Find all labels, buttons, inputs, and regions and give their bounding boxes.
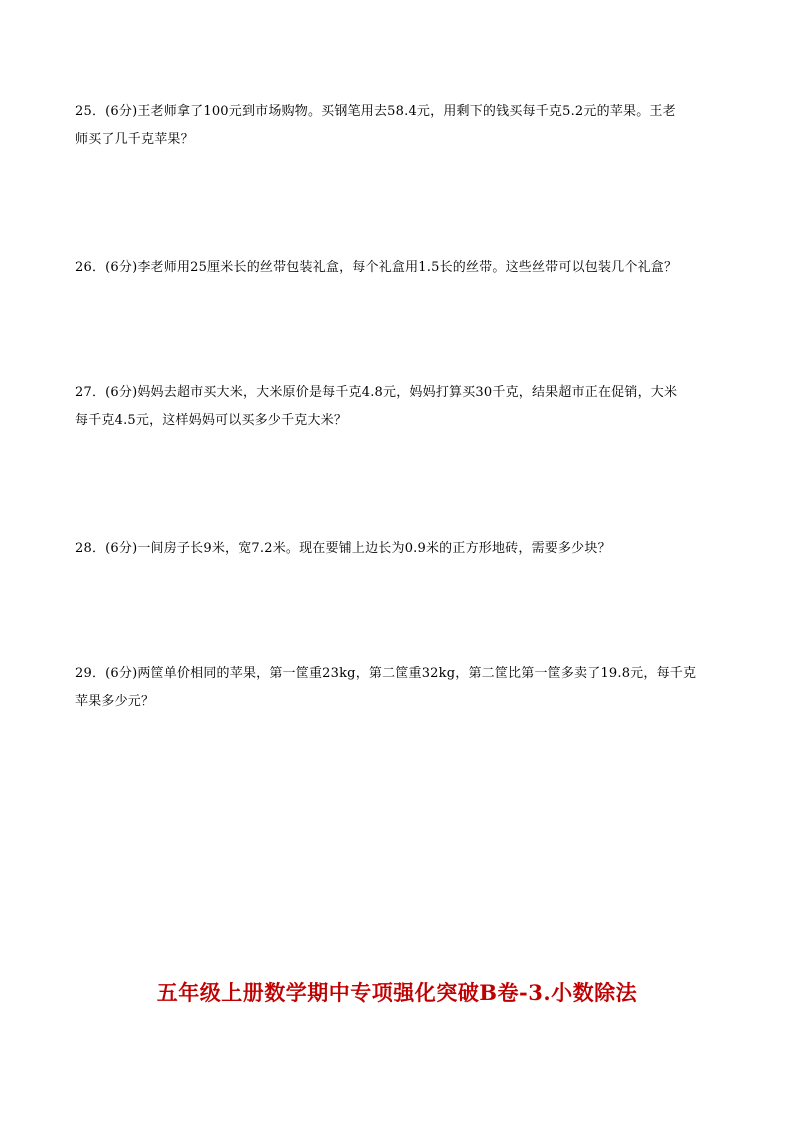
question-25-line-2: 师买了几千克苹果？ xyxy=(75,132,194,147)
question-27 xyxy=(75,379,735,435)
question-27-line-1: 27．(6分)妈妈去超市买大米，大米原价是每千克4.8元，妈妈打算买30千克，结果超市正在促销，大米 xyxy=(75,385,678,400)
question-29-line-1: 29．(6分)两筐单价相同的苹果，第一筐重23kg，第二筐重32kg，第二筐比第一筐多卖了19.8元，每千克 xyxy=(75,666,697,681)
question-29-line-2: 苹果多少元？ xyxy=(75,694,155,709)
document-footer-title: 五年级上册数学期中专项强化突破B卷-3.小数除法 xyxy=(156,980,638,1005)
question-27-line-2: 每千克4.5元，这样妈妈可以买多少千克大米？ xyxy=(75,413,348,428)
question-28 xyxy=(75,535,735,563)
question-25 xyxy=(75,98,735,154)
question-28-line-1: 28．(6分)一间房子长9米，宽7.2米。现在要铺上边长为0.9米的正方形地砖，需要多少块？ xyxy=(75,541,611,556)
question-25-line-1: 25．(6分)王老师拿了100元到市场购物。买钢笔用去58.4元，用剩下的钱买每千克5.2元的苹果。王老 xyxy=(75,104,676,119)
question-26-line-1: 26．(6分)李老师用25厘米长的丝带包装礼盒，每个礼盒用1.5长的丝带。这些丝带可以包装几个礼盒？ xyxy=(75,260,678,275)
question-29 xyxy=(75,660,735,716)
question-26 xyxy=(75,254,735,282)
